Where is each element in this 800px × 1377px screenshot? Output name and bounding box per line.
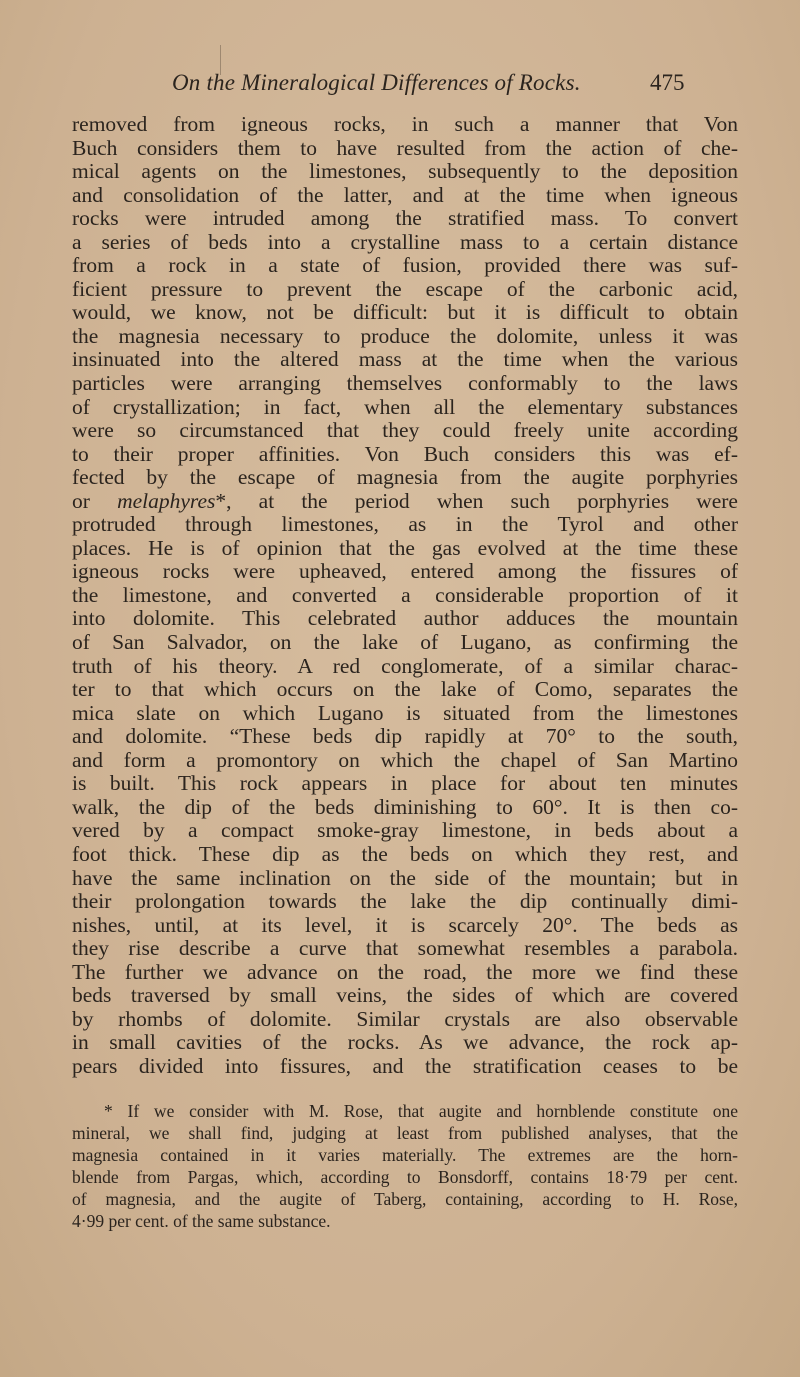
body-line: vered by a compact smoke-gray limestone, in beds about a (72, 818, 738, 843)
body-line: rocks were intruded among the stratified mass. To convert (72, 206, 738, 231)
body-line: fected by the escape of magnesia from the augite porphyries (72, 465, 738, 490)
body-line: were so circumstanced that they could freely unite according (72, 418, 738, 443)
body-line: particles were arranging themselves conformably to the laws (72, 371, 738, 396)
body-line: their prolongation towards the lake the dip continually dimi- (72, 889, 738, 914)
body-line: they rise describe a curve that somewhat resembles a parabola. (72, 936, 738, 961)
body-line: into dolomite. This celebrated author adduces the mountain (72, 606, 738, 631)
body-line: Buch considers them to have resulted from the action of che- (72, 135, 738, 160)
footnote-line: * If we consider with M. Rose, that augite and hornblende constitute one (104, 1101, 738, 1121)
body-line: and consolidation of the latter, and at the time when igneous (72, 182, 738, 207)
body-line: in small cavities of the rocks. As we advance, the rock ap- (72, 1030, 738, 1055)
body-line: to their proper affinities. Von Buch considers this was ef- (72, 441, 738, 466)
body-line: places. He is of opinion that the gas evolved at the time these (72, 535, 738, 560)
body-line-part: *, at the period when such porphyries were (215, 488, 738, 513)
footnote-line: blende from Pargas, which, according to Bonsdorff, contains 18·79 per cent. (72, 1167, 738, 1187)
body-line: and dolomite. “These beds dip rapidly at 70° to the south, (72, 724, 738, 749)
body-line: pears divided into fissures, and the stratification ceases to be (72, 1053, 738, 1078)
page-number: 475 (650, 70, 685, 95)
body-line: walk, the dip of the beds diminishing to 60°. It is then co- (72, 794, 738, 819)
body-line: The further we advance on the road, the more we find these (72, 959, 738, 984)
body-line (72, 490, 738, 514)
body-line: protruded through limestones, as in the Tyrol and other (72, 512, 738, 537)
body-line: a series of beds into a crystalline mass to a certain distance (72, 229, 738, 254)
body-line: mical agents on the limestones, subsequently to the deposition (72, 159, 738, 184)
body-line: mica slate on which Lugano is situated from the limestones (72, 700, 738, 725)
body-line: by rhombs of dolomite. Similar crystals are also observable (72, 1006, 738, 1031)
body-line: igneous rocks were upheaved, entered among the fissures of (72, 559, 738, 584)
running-title: On the Mineralogical Differences of Rocks. (172, 70, 581, 95)
body-line: beds traversed by small veins, the sides of which are covered (72, 983, 738, 1008)
body-line: and form a promontory on which the chapel of San Martino (72, 747, 738, 772)
footnote-line: magnesia contained in it varies materially. The extremes are the horn- (72, 1145, 738, 1165)
body-line-part: or (72, 488, 118, 513)
footnote (72, 1100, 738, 1232)
footnote-line: of magnesia, and the augite of Taberg, containing, according to H. Rose, (72, 1189, 738, 1209)
body-line: is built. This rock appears in place for about ten minutes (72, 771, 738, 796)
body-line: nishes, until, at its level, it is scarcely 20°. The beds as (72, 912, 738, 937)
body-line: truth of his theory. A red conglomerate, of a similar charac- (72, 653, 738, 678)
body-line: the limestone, and converted a considerable proportion of it (72, 582, 738, 607)
body-line: have the same inclination on the side of the mountain; but in (72, 865, 738, 890)
body-line: the magnesia necessary to produce the dolomite, unless it was (72, 323, 738, 348)
body-line: removed from igneous rocks, in such a manner that Von (72, 112, 738, 136)
body-line: ter to that which occurs on the lake of Como, separates the (72, 677, 738, 702)
footnote-line: mineral, we shall find, judging at least from published analyses, that the (72, 1123, 738, 1143)
body-line: ficient pressure to prevent the escape of the carbonic acid, (72, 276, 738, 301)
body-line: would, we know, not be difficult: but it is difficult to obtain (72, 300, 738, 325)
body-line: insinuated into the altered mass at the time when the various (72, 347, 738, 372)
body-text (72, 113, 738, 1078)
footnote-line: 4·99 per cent. of the same substance. (72, 1211, 331, 1231)
body-line: from a rock in a state of fusion, provided there was suf- (72, 253, 738, 278)
body-line: of San Salvador, on the lake of Lugano, as confirming the (72, 630, 738, 655)
body-line: foot thick. These dip as the beds on which they rest, and (72, 841, 738, 866)
italic-term: melaphyres (117, 488, 216, 513)
body-line: of crystallization; in fact, when all the elementary substances (72, 394, 738, 419)
